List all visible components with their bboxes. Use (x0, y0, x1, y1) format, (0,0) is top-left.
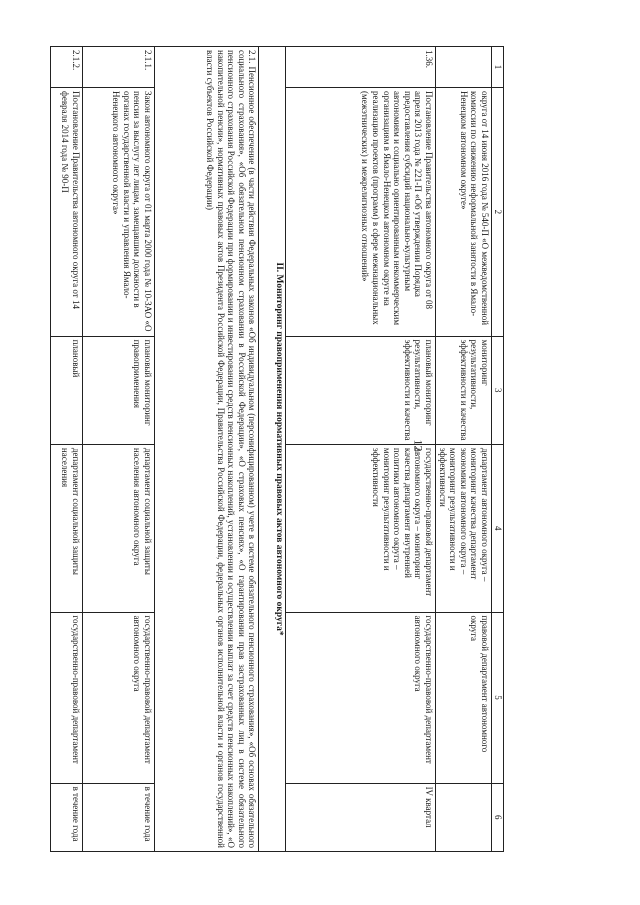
section-title: II. Мониторинг правоприменения нормативных правовых актов автономного округа* (259, 47, 285, 852)
row-number: 2.1.2. (51, 47, 83, 88)
header-cell: 2 (492, 88, 504, 337)
responsible-cell: департамент автономного округа – мониторинг качества департамент экономики автономного округа – мониторинг результативности и эффективности (435, 444, 491, 612)
table-row (83, 47, 155, 852)
document-cell: Закон автономного округа от 01 марта 2000 года № 10-ЗАО «О пенсии за выслугу лет лицам, замещавшим должности в органах государственной власти и управления Ямало-Ненецкого автономного округа» (83, 88, 155, 337)
section-description-row (155, 47, 259, 852)
page-number: 12 (411, 439, 426, 452)
header-cell: 6 (492, 783, 504, 851)
legal-dept-cell: государственно-правовой департамент автономного округа (83, 612, 155, 783)
section-description: 2.1. Пенсионное обеспечение (в части действия Федеральных законов «Об индивидуальном (персонифицированном) учете в системе обязательного пенсионного страхования», «Об основах обязательного социального страхования», «Об обязательном пенсионном страховании в Российской Федерации», «О страховых пенсиях», «О гарантировании прав застрахованных лиц в системе обязательного пенсионного страхования Российской Федерации при формировании и инвестировании средств пенсионных накоплений, установлении и осуществлении выплат за счет средств пенсионных накоплений», «О накопительной пенсии», нормативных правовых актов Президента Российской Федерации, Правительства Российской Федерации, федеральных органов исполнительной власти и органов государственной власти субъектов Российской Федерации) (155, 47, 259, 852)
header-cell: 3 (492, 336, 504, 444)
rotated-table-region (50, 46, 504, 852)
header-row (492, 47, 504, 852)
monitoring-type-cell: плановый (51, 336, 83, 444)
term-cell: IV квартал (285, 783, 435, 851)
responsible-cell: департамент социальной защиты населения (51, 444, 83, 612)
document-cell: округа от 14 июня 2016 года № 540-П «О межведомственной комиссии по снижению неформальной занятости в Ямало-Ненецком автономном округе» (435, 88, 491, 337)
header-cell: 5 (492, 612, 504, 783)
term-cell (435, 783, 491, 851)
section-title-row (259, 47, 285, 852)
legal-dept-cell: государственно-правовой департамент автономного округа (285, 612, 435, 783)
responsible-cell: государственно-правовой департамент автономного округа – мониторинг качества департамент внутренней политики автономного округа – мониторинг результативности и эффективности (285, 444, 435, 612)
header-cell: 1 (492, 47, 504, 88)
row-number: 1.36. (285, 47, 435, 88)
document-cell: Постановление Правительства автономного округа от 08 апреля 2013 года № 221-П «Об утверждении Порядка предоставления субсидий национально-культурным автономиям и социально ориентированным некоммерческим организациям в Ямало-Ненецком автономном округе на реализацию проектов (программ) в сфере межнациональных (межэтнических) и межрелигиозных отношений» (285, 88, 435, 337)
monitoring-table (50, 46, 504, 852)
responsible-cell: департамент социальной защиты населения автономного округа (83, 444, 155, 612)
term-cell: в течение года (51, 783, 83, 851)
document-cell: Постановление Правительства автономного округа от 14 февраля 2014 года № 90-П (51, 88, 83, 337)
legal-dept-cell: правовой департамент автономного округа (435, 612, 491, 783)
term-cell: в течение года (83, 783, 155, 851)
monitoring-type-cell: мониторинг результативности, эффективности и качества (435, 336, 491, 444)
table-row (51, 47, 83, 852)
header-cell: 4 (492, 444, 504, 612)
monitoring-type-cell: плановый мониторинг правоприменения (83, 336, 155, 444)
row-number: 2.1.1. (83, 47, 155, 88)
row-number (435, 47, 491, 88)
legal-dept-cell: государственно-правовой департамент (51, 612, 83, 783)
table-row (285, 47, 435, 852)
monitoring-type-cell: плановый мониторинг результативности, эффективности и качества (285, 336, 435, 444)
table-row (435, 47, 491, 852)
